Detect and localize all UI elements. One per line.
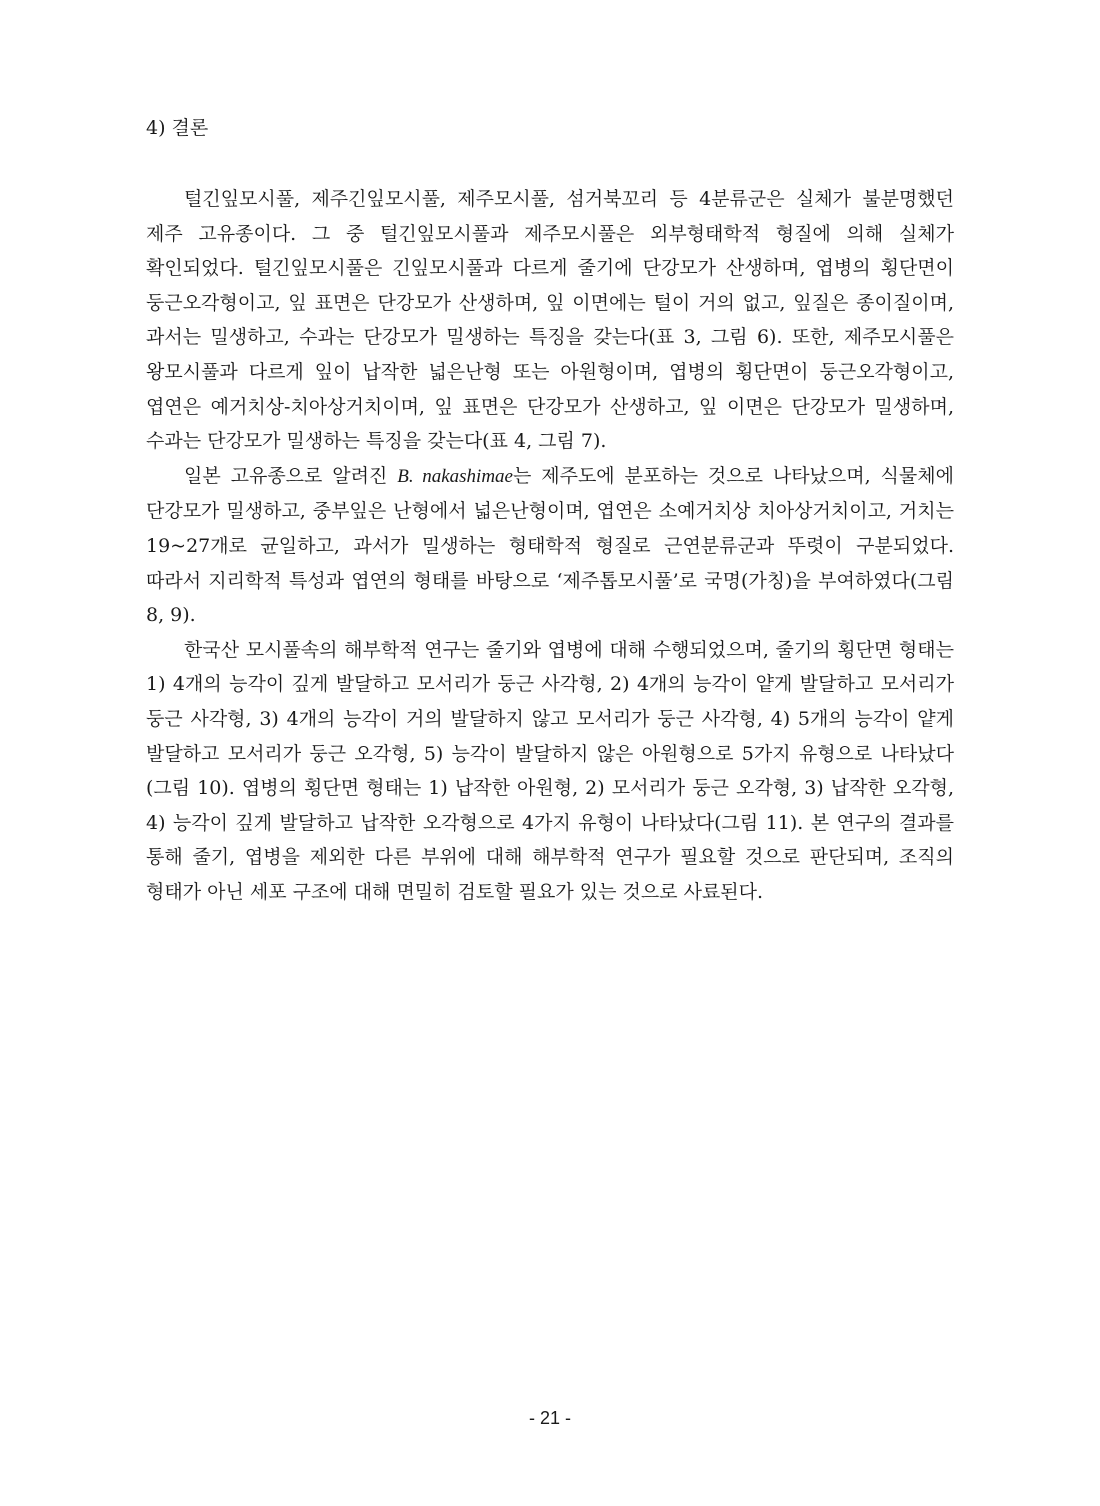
paragraph-b-nakashimae-lead: 일본 고유종으로 알려진 <box>184 464 398 487</box>
body-text <box>146 182 954 909</box>
paragraph-anatomy: 한국산 모시풀속의 해부학적 연구는 줄기와 엽병에 대해 수행되었으며, 줄기의 횡단면 형태는 1) 4개의 능각이 깊게 발달하고 모서리가 둥근 사각형, 2) 4개의 능각이 얕게 발달하고 모서리가 둥근 사각형, 3) 4개의 능각이 거의 발달하지 않고 모서리가 둥근 사각형, 4) 5개의 능각이 얕게 발달하고 모서리가 둥근 오각형, 5) 능각이 발달하지 않은 아원형으로 5가지 유형으로 나타났다(그림 10). 엽병의 횡단면 형태는 1) 납작한 아원형, 2) 모서리가 둥근 오각형, 3) 납작한 오각형, 4) 능각이 깊게 발달하고 납작한 오각형으로 4가지 유형이 나타났다(그림 11). 본 연구의 결과를 통해 줄기, 엽병을 제외한 다른 부위에 대해 해부학적 연구가 필요할 것으로 판단되며, 조직의 형태가 아닌 세포 구조에 대해 면밀히 검토할 필요가 있는 것으로 사료된다. <box>146 638 954 903</box>
paragraph-b-nakashimae <box>146 459 954 633</box>
paragraph-endemic-taxa: 털긴잎모시풀, 제주긴잎모시풀, 제주모시풀, 섬거북꼬리 등 4분류군은 실체가 불분명했던 제주 고유종이다. 그 중 털긴잎모시풀과 제주모시풀은 외부형태학적 형질에 의해 실체가 확인되었다. 털긴잎모시풀은 긴잎모시풀과 다르게 줄기에 단강모가 산생하며, 엽병의 횡단면이 둥근오각형이고, 잎 표면은 단강모가 산생하며, 잎 이면에는 털이 거의 없고, 잎질은 종이질이며, 과서는 밀생하고, 수과는 단강모가 밀생하는 특징을 갖는다(표 3, 그림 6). 또한, 제주모시풀은 왕모시풀과 다르게 잎이 납작한 넓은난형 또는 아원형이며, 엽병의 횡단면이 둥근오각형이고, 엽연은 예거치상-치아상거치이며, 잎 표면은 단강모가 산생하고, 잎 이면은 단강모가 밀생하며, 수과는 단강모가 밀생하는 특징을 갖는다(표 4, 그림 7). <box>146 188 954 453</box>
paragraph-b-nakashimae-rest: 는 제주도에 분포하는 것으로 나타났으며, 식물체에 단강모가 밀생하고, 중부잎은 난형에서 넓은난형이며, 엽연은 소예거치상 치아상거치이고, 거치는 19~27개로 균일하고, 과서가 밀생하는 형태학적 형질로 근연분류군과 뚜렷이 구분되었다. 따라서 지리학적 특성과 엽연의 형태를 바탕으로 ‘제주톱모시풀’로 국명(가칭)을 부여하였다(그림 8, 9). <box>146 464 954 627</box>
page-number: - 21 - <box>528 1408 571 1428</box>
section-heading: 4) 결론 <box>146 117 209 139</box>
species-name: B. nakashimae <box>397 465 513 487</box>
